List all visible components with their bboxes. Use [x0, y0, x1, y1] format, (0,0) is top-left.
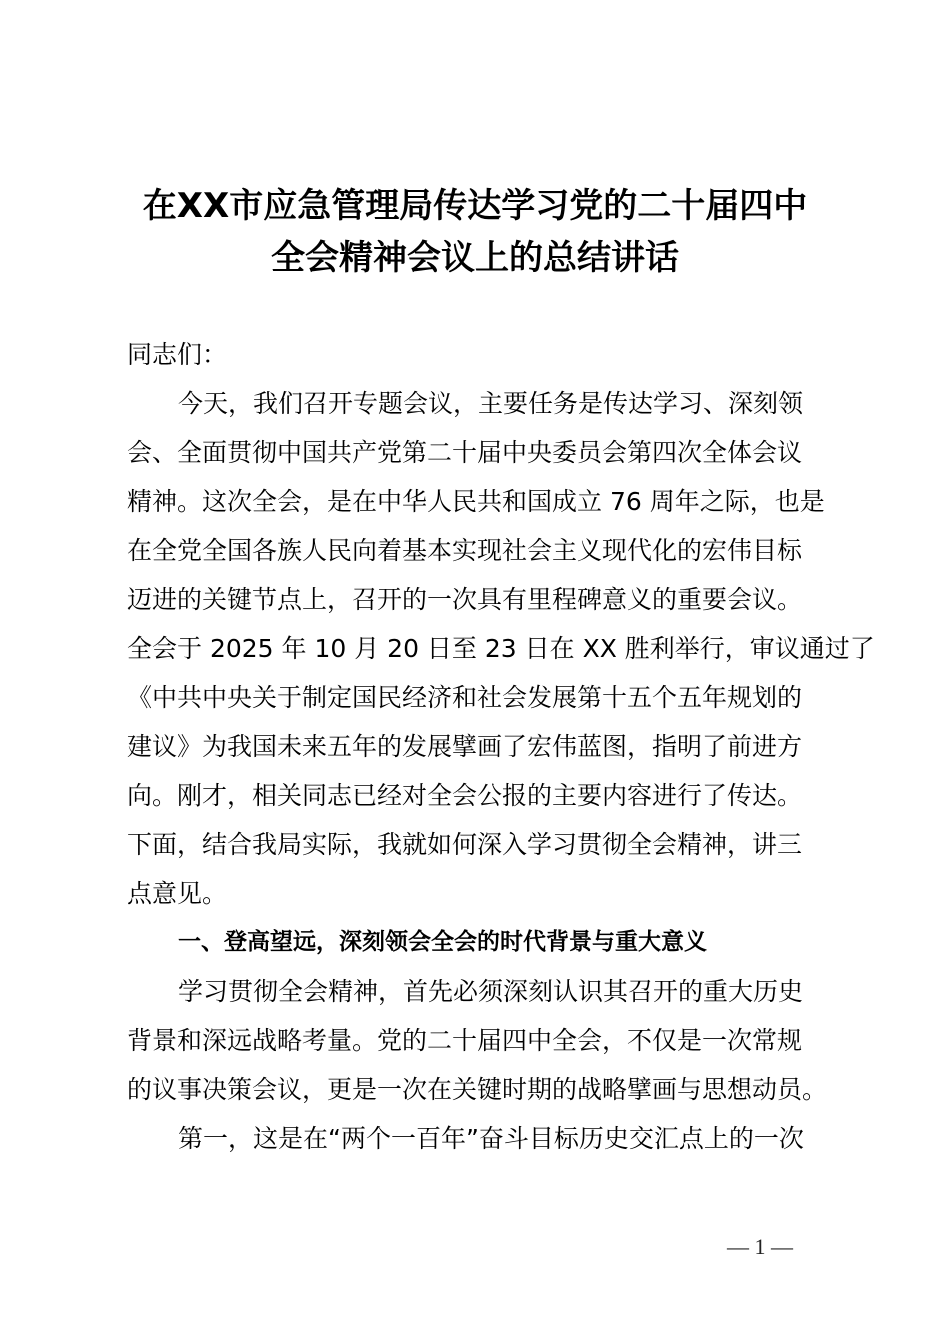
paragraph-1-line: 《中共中央关于制定国民经济和社会发展第十五个五年规划的 [127, 683, 803, 712]
section-1-heading: 一、登高望远，深刻领会全会的时代背景与重大意义 [178, 929, 707, 955]
paragraph-2-line: 学习贯彻全会精神，首先必须深刻认识其召开的重大历史 [178, 977, 804, 1006]
paragraph-1-line: 今天，我们召开专题会议，主要任务是传达学习、深刻领 [178, 389, 804, 418]
paragraph-3-line: 第一，这是在“两个一百年”奋斗目标历史交汇点上的一次 [178, 1124, 804, 1153]
paragraph-1-line: 精神。这次全会，是在中华人民共和国成立 76 周年之际，也是 [127, 487, 825, 516]
title-line-1: 在XX市应急管理局传达学习党的二十届四中 [142, 186, 808, 226]
paragraph-1 [127, 379, 875, 918]
paragraph-1-line: 下面，结合我局实际，我就如何深入学习贯彻全会精神，讲三 [127, 830, 803, 859]
paragraph-1-line: 建议》为我国未来五年的发展擘画了宏伟蓝图，指明了前进方 [127, 732, 803, 761]
document-body [127, 330, 875, 1163]
paragraph-3 [127, 1114, 837, 1163]
paragraph-2-line: 背景和深远战略考量。党的二十届四中全会，不仅是一次常规 [127, 1026, 803, 1055]
paragraph-1-line: 向。刚才，相关同志已经对全会公报的主要内容进行了传达。 [127, 781, 803, 810]
document-title [0, 180, 950, 284]
paragraph-1-line: 迈进的关键节点上，召开的一次具有里程碑意义的重要会议。 [127, 585, 803, 614]
paragraph-1-line: 全会于 2025 年 10 月 20 日至 23 日在 XX 胜利举行，审议通过了 [127, 634, 875, 663]
paragraph-1-line: 在全党全国各族人民向着基本实现社会主义现代化的宏伟目标 [127, 536, 803, 565]
paragraph-1-line: 点意见。 [127, 879, 228, 908]
paragraph-1-line: 会、全面贯彻中国共产党第二十届中央委员会第四次全体会议 [127, 438, 803, 467]
paragraph-2 [127, 967, 837, 1114]
title-line-2: 全会精神会议上的总结讲话 [271, 238, 679, 278]
page-number: — 1 — [727, 1234, 793, 1259]
paragraph-2-line: 的议事决策会议，更是一次在关键时期的战略擘画与思想动员。 [127, 1075, 828, 1104]
salutation: 同志们： [127, 340, 228, 369]
